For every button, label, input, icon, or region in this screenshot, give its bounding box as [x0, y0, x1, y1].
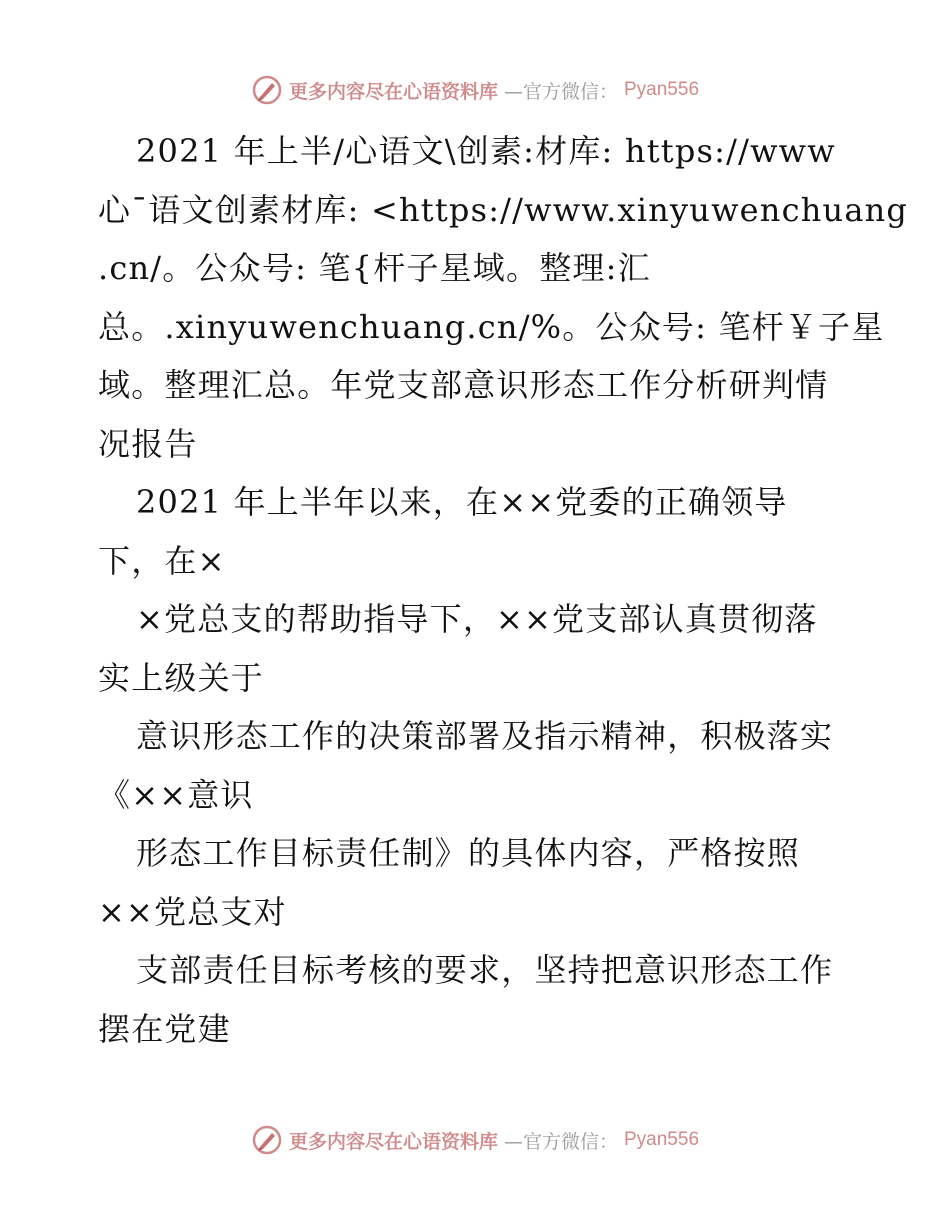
text-line: 《××意识	[98, 775, 254, 814]
banner-slogan: 更多内容尽在心语资料库	[288, 80, 498, 103]
text-line: 2021 年上半年以来，在××党委的正确领导	[136, 483, 788, 521]
text-line: .cn/。公众号: 笔{杆子星域。整理:汇	[98, 249, 651, 287]
text-line: 域。整理汇总。年党支部意识形态工作分析研判情	[98, 366, 829, 404]
pen-logo-icon	[251, 1124, 283, 1156]
text-line: ××党总支对	[98, 892, 287, 931]
text-line: 下，在×	[98, 541, 226, 580]
text-line: ×党总支的帮助指导下，××党支部认真贯彻落	[136, 600, 818, 638]
text-line: 况报告	[98, 424, 198, 463]
banner-account: Pyan556	[624, 79, 700, 100]
text-line: 摆在党建	[98, 1009, 231, 1048]
footer-banner	[0, 1120, 950, 1160]
text-line: 形态工作目标责任制》的具体内容，严格按照	[136, 834, 801, 872]
text-line: 总。.xinyuwenchuang.cn/%。公众号: 笔杆￥子星	[98, 307, 885, 346]
banner-slogan: 更多内容尽在心语资料库	[288, 1130, 498, 1153]
banner-official-label: —官方微信：	[503, 80, 618, 103]
text-line: 实上级关于	[98, 658, 265, 697]
text-line: 意识形态工作的决策部署及指示精神，积极落实	[136, 717, 834, 755]
banner-account: Pyan556	[624, 1129, 700, 1150]
banner-official-label: —官方微信：	[503, 1130, 618, 1153]
pen-logo-icon	[251, 74, 283, 106]
header-banner	[0, 70, 950, 110]
text-line: 2021 年上半/心语文\创素:材库: https://www	[136, 132, 836, 170]
text-line: 支部责任目标考核的要求，坚持把意识形态工作	[136, 951, 834, 989]
body-text	[98, 122, 909, 1058]
text-line: 心¯语文创素材库: <https://www.xinyuwenchuang	[98, 190, 909, 229]
